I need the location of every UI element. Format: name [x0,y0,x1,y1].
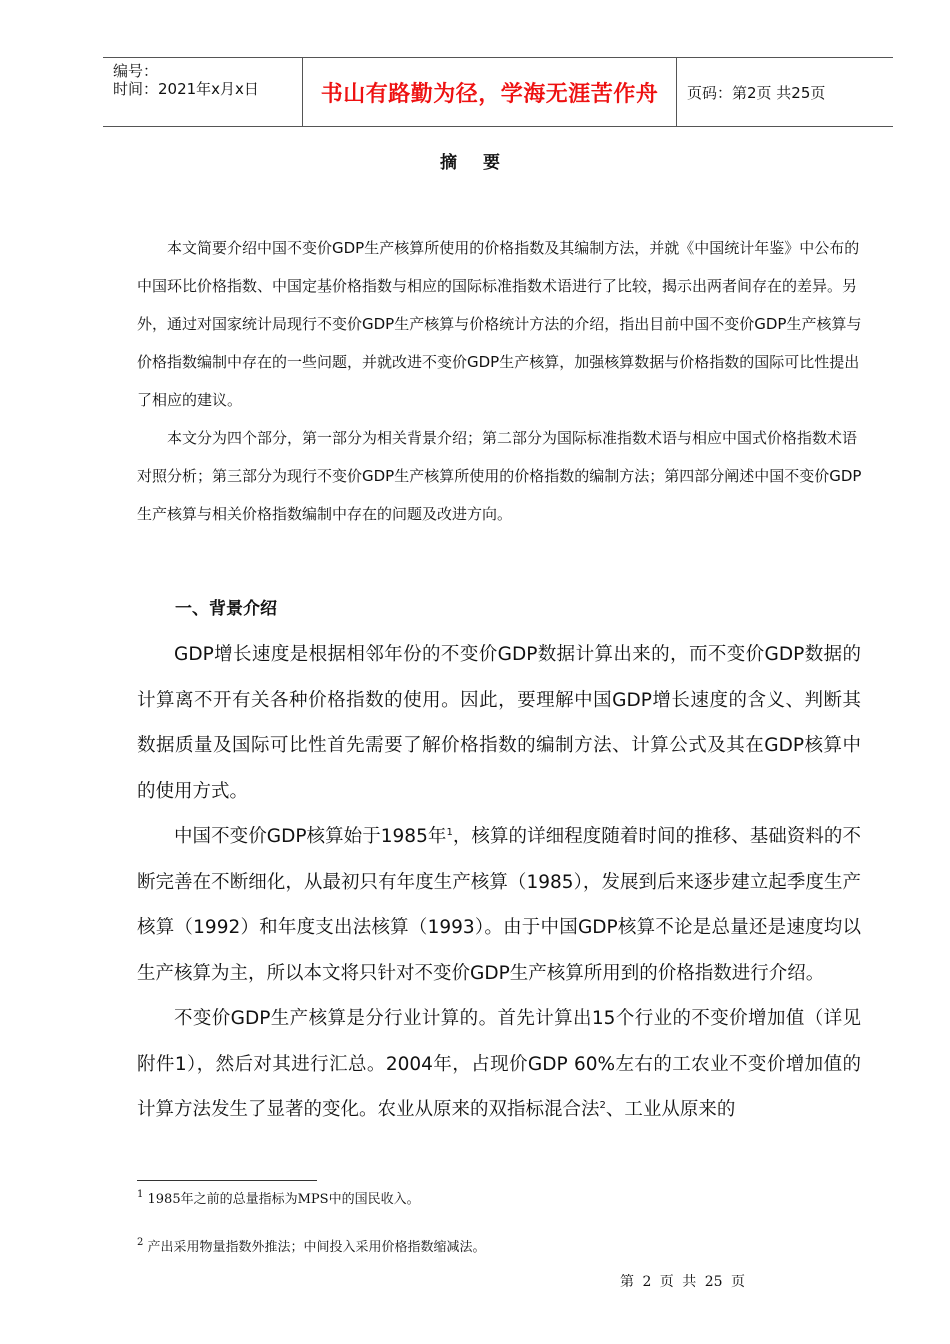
document-header [103,57,893,127]
header-page-code [677,58,893,126]
number-label: 编号： [113,62,159,80]
abstract-body [137,229,869,533]
body-paragraph-3 [137,996,861,1133]
body-paragraph-2-part-b: ，核算的详细程度随着时间的推移、基础资料的不断完善在不断细化，从最初只有年度生产核算（1985），发展到后来逐步建立起季度生产核算（1992）和年度支出法核算（1993）。由于中国GDP核算不论是总量还是速度均以生产核算为主，所以本文将只针对不变价GDP生产核算所用到的价格指数进行介绍。 [137,826,861,984]
header-motto-cell [303,58,677,126]
footnote-mark-2: 2 [137,1237,144,1248]
footnote-2 [137,1236,486,1255]
footnote-divider [137,1180,317,1181]
footnote-1 [137,1188,420,1207]
time-label: 时间：2021年x月x日 [113,80,259,98]
section-body [137,632,861,1133]
abstract-paragraph-1: 本文简要介绍中国不变价GDP生产核算所使用的价格指数及其编制方法，并就《中国统计年鉴》中公布的中国环比价格指数、中国定基价格指数与相应的国际标准指数术语进行了比较，揭示出两者间存在的差异。另外，通过对国家统计局现行不变价GDP生产核算与价格统计方法的介绍，指出目前中国不变价GDP生产核算与价格指数编制中存在的一些问题，并就改进不变价GDP生产核算，加强核算数据与价格指数的国际可比性提出了相应的建议。 [137,239,862,409]
footnote-text-1: 1985年之前的总量指标为MPS中的国民收入。 [147,1192,420,1207]
section-heading: 一、背景介绍 [175,599,277,619]
abstract-title: 摘 要 [440,153,510,173]
footnote-mark-1: 1 [137,1189,144,1200]
body-paragraph-2 [137,814,861,996]
header-meta [103,58,303,126]
footnote-ref-1[interactable]: 1 [446,827,453,838]
page-code-text: 页码：第2页 共25页 [687,83,826,102]
page-footer: 第 2 页 共 25 页 [620,1274,745,1290]
body-paragraph-1: GDP增长速度是根据相邻年份的不变价GDP数据计算出来的，而不变价GDP数据的计算离不开有关各种价格指数的使用。因此，要理解中国GDP增长速度的含义、判断其数据质量及国际可比性首先需要了解价格指数的编制方法、计算公式及其在GDP核算中的使用方式。 [137,644,861,802]
body-paragraph-3-part-a: 不变价GDP生产核算是分行业计算的。首先计算出15个行业的不变价增加值（详见附件1），然后对其进行汇总。2004年，占现价GDP 60%左右的工农业不变价增加值的计算方法发生了显著的变化。农业从原来的双指标混合法 [137,1008,861,1120]
body-paragraph-3-part-b: 、工业从原来的 [605,1099,736,1120]
footnote-ref-2[interactable]: 2 [599,1100,606,1111]
body-paragraph-2-part-a: 中国不变价GDP核算始于1985年 [174,826,447,847]
abstract-paragraph-2: 本文分为四个部分，第一部分为相关背景介绍；第二部分为国际标准指数术语与相应中国式价格指数术语对照分析；第三部分为现行不变价GDP生产核算所使用的价格指数的编制方法；第四部分阐述中国不变价GDP生产核算与相关价格指数编制中存在的问题及改进方向。 [137,429,862,523]
header-motto: 书山有路勤为径，学海无涯苦作舟 [320,81,659,107]
footnote-text-2: 产出采用物量指数外推法；中间投入采用价格指数缩减法。 [147,1240,486,1255]
